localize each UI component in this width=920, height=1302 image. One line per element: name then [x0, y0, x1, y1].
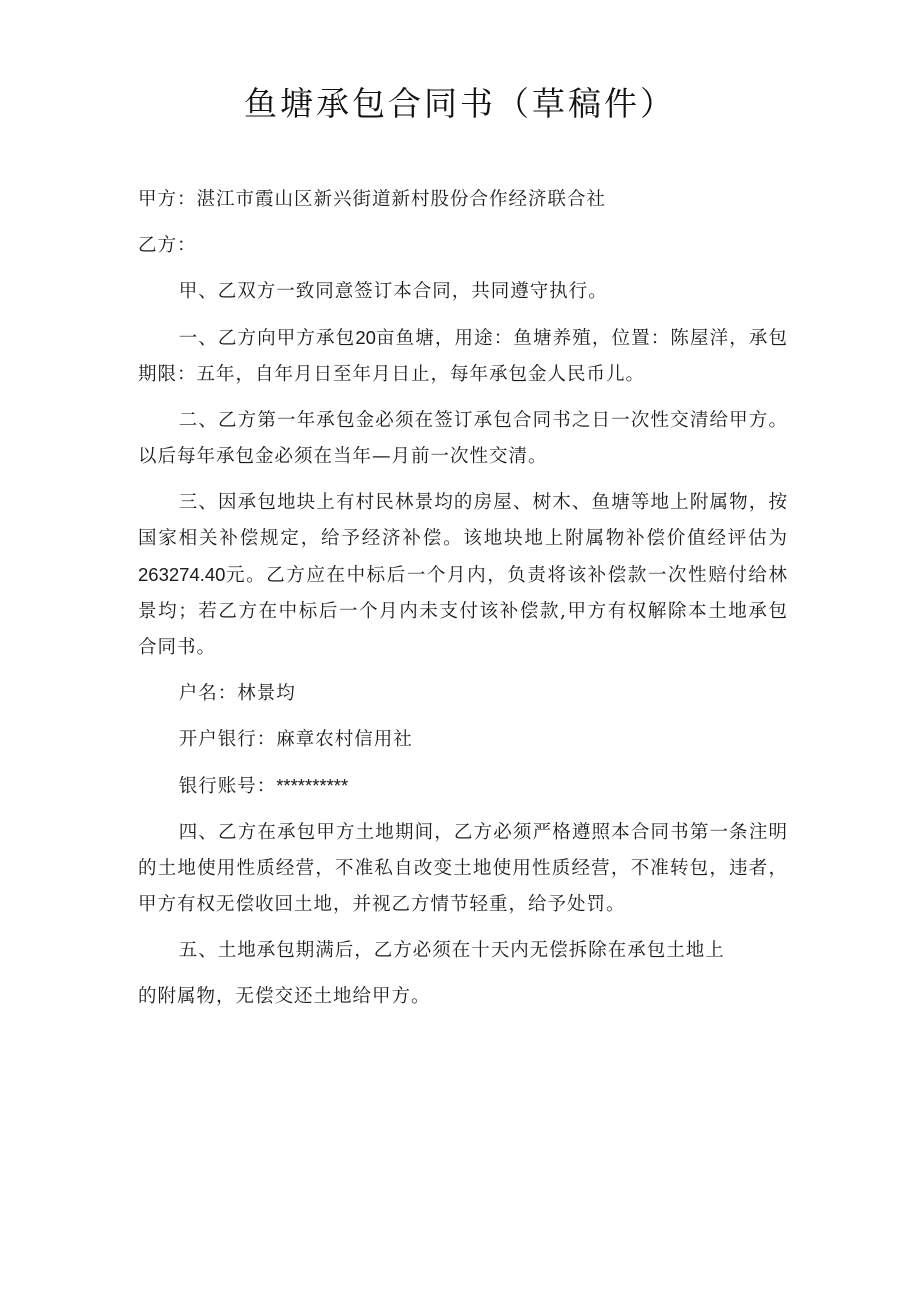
party-b: 乙方：	[138, 235, 197, 256]
clause-2: 二、乙方第一年承包金必须在签订承包合同书之日一次性交清给甲方。以后每年承包金必须在当年—月前一次性交清。	[138, 410, 788, 467]
bank-name: 开户银行：麻章农村信用社	[178, 729, 413, 750]
account-number-value: **********	[276, 775, 349, 796]
clause-3-amount: 263274.40	[138, 564, 226, 585]
clause-1	[138, 320, 788, 393]
clause-3-part-b: 元。乙方应在中标后一个月内，负责将该补偿款一次性赔付给林景均；若乙方在中标后一个月内未支付该补偿款,甲方有权解除本土地承包合同书。	[138, 565, 788, 658]
clause-1-area: 20	[355, 327, 376, 348]
clause-3-part-a: 三、因承包地块上有村民林景均的房屋、树木、鱼塘等地上附属物，按国家相关补偿规定，给予经济补偿。该地块地上附属物补偿价值经评估为	[138, 492, 788, 549]
clause-4: 四、乙方在承包甲方土地期间，乙方必须严格遵照本合同书第一条注明的土地使用性质经营，不准私自改变土地使用性质经营，不准转包，违者，甲方有权无偿收回土地，并视乙方情节轻重，给予处罚。	[138, 822, 788, 915]
clause-5-line-2: 的附属物，无偿交还土地给甲方。	[138, 986, 431, 1007]
clause-3	[138, 485, 788, 666]
intro-paragraph: 甲、乙双方一致同意签订本合同，共同遵守执行。	[178, 281, 608, 302]
account-name: 户名：林景均	[178, 683, 296, 704]
clause-1-part-a: 一、乙方向甲方承包	[178, 328, 356, 349]
document-body	[138, 182, 788, 1015]
account-number-label: 银行账号：	[178, 776, 277, 797]
clause-5-line-1: 五、土地承包期满后，乙方必须在十天内无偿拆除在承包土地上	[178, 940, 725, 961]
account-number	[138, 768, 788, 805]
document-title: 鱼塘承包合同书（草稿件）	[244, 84, 676, 123]
party-a: 甲方：湛江市霞山区新兴街道新村股份合作经济联合社	[138, 189, 607, 210]
clause-1-part-b: 亩鱼塘，用途：鱼塘养殖，位置：陈屋洋，承包期限：五年，自年月日至年月日止，每年承包金人民币儿。	[138, 328, 788, 385]
